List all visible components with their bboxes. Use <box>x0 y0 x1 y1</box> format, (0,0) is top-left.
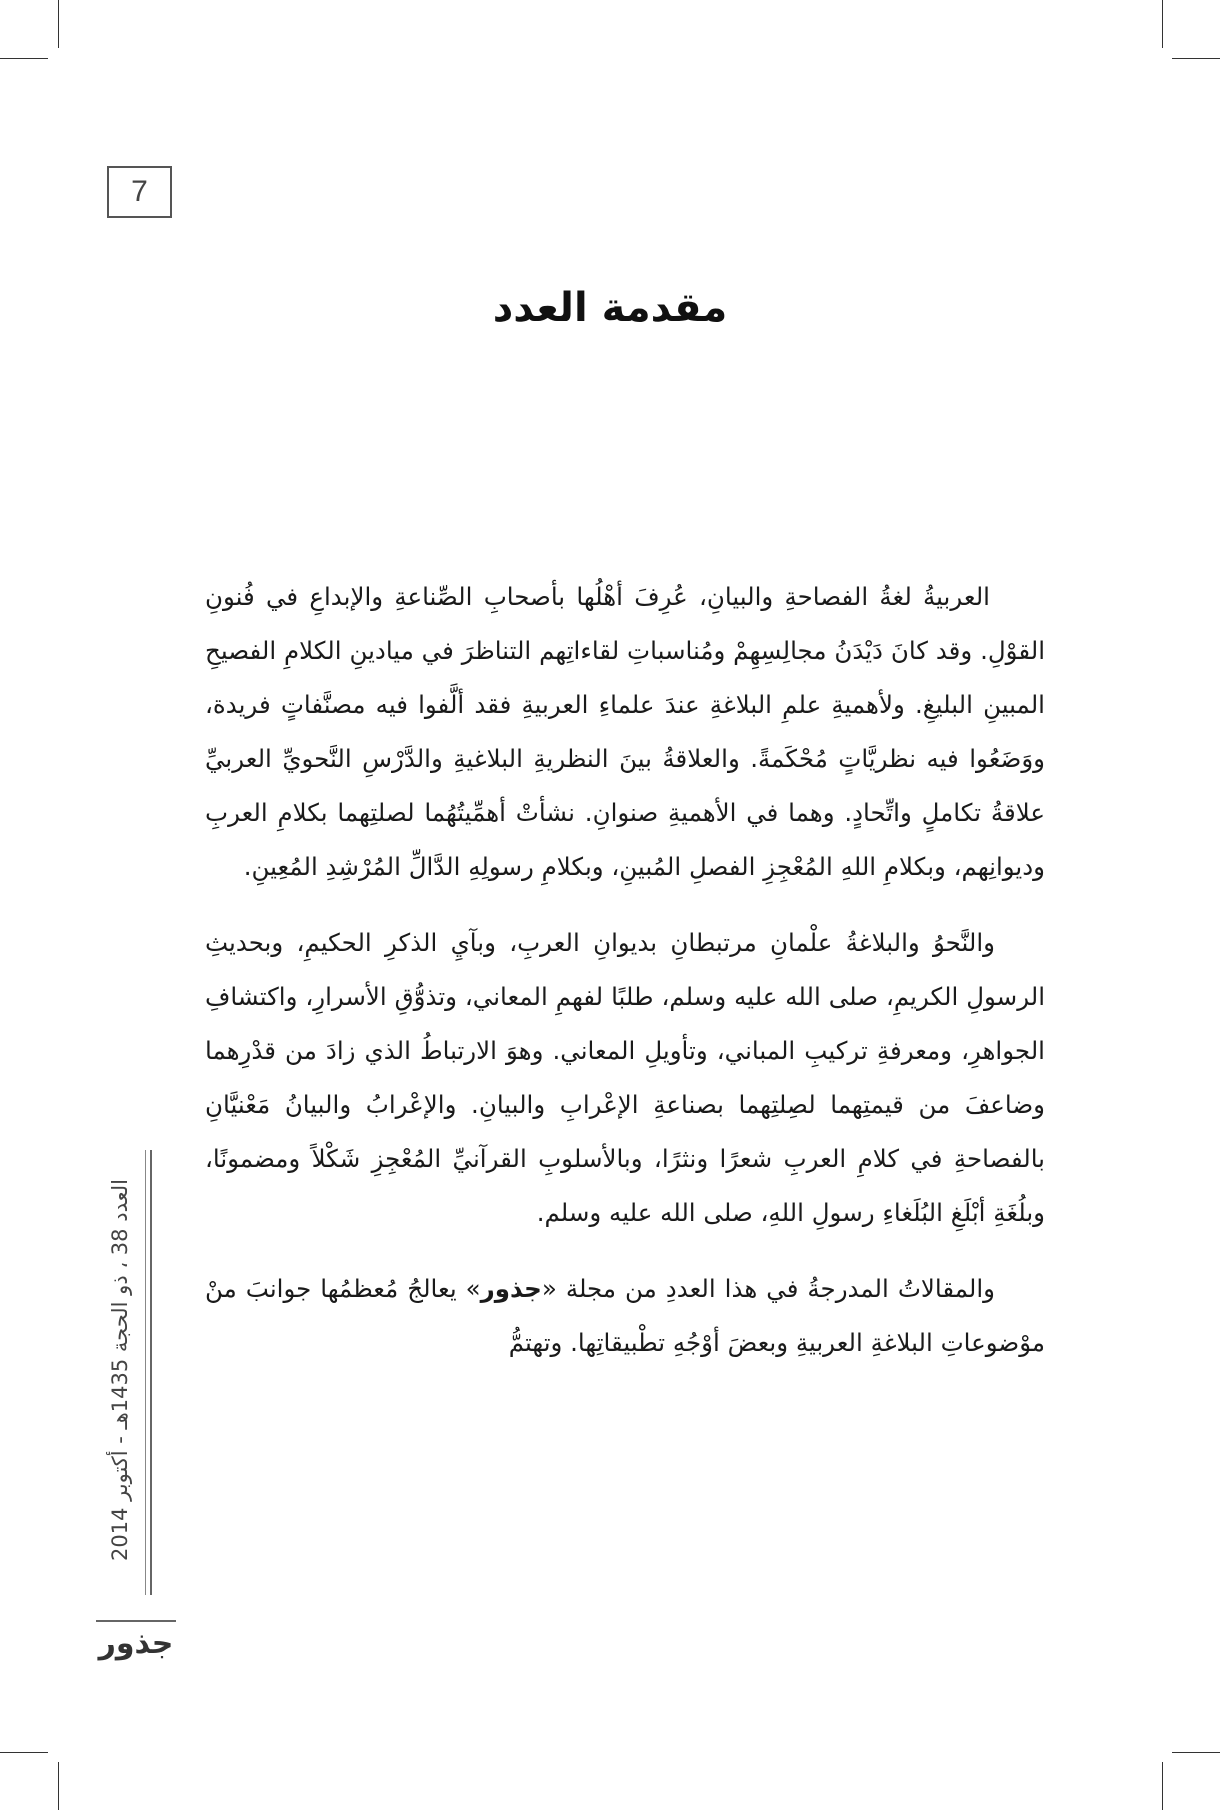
issue-info: العدد 38 ، ذو الحجة 1435هـ - أكتوبر 2014 <box>108 1179 132 1561</box>
crop-mark <box>58 0 59 48</box>
side-divider <box>145 1150 146 1595</box>
page-title: مقدمة العدد <box>492 285 728 331</box>
crop-mark <box>0 58 48 59</box>
crop-mark <box>0 1752 48 1753</box>
magazine-logo: جذور <box>96 1620 176 1661</box>
crop-mark <box>1162 0 1163 48</box>
paragraph: العربيةُ لغةُ الفصاحةِ والبيانِ، عُرِفَ أهْلُها بأصحابِ الصِّناعةِ والإبداعِ في فُنونِ القوْلِ. وقد كانَ دَيْدَنُ مجالِسِهِمْ ومُناسباتِ لقاءاتِهم التناظرَ في ميادينِ الكلامِ الفصيحِ المبينِ البليغِ. ولأهميةِ علمِ البلاغةِ عندَ علماءِ العربيةِ فقد ألَّفوا فيه مصنَّفاتٍ فريدة، ووَضَعُوا فيه نظريَّاتٍ مُحْكَمةً. والعلاقةُ بينَ النظريةِ البلاغيةِ والدَّرْسِ النَّحويِّ العربيِّ علاقةُ تكاملٍ واتِّحادٍ. وهما في الأهميةِ صنوانِ. نشأتْ أهمِّيتُهُما لصلتِهما بكلامِ العربِ وديوانِهم، وبكلامِ اللهِ المُعْجِزِ الفصلِ المُبينِ، وبكلامِ رسولِهِ الدَّالِّ المُرْشِدِ المُعِينِ. <box>205 582 1045 881</box>
article-body <box>205 570 1045 1392</box>
paragraph <box>205 1262 1045 1370</box>
side-divider <box>150 1150 152 1595</box>
paragraph-text: » يعالجُ مُعظمُها جوانبَ منْ موْضوعاتِ البلاغةِ العربيةِ وبعضَ أوْجُهِ تطْبيقاتِها. وتهتمُّ <box>205 1274 1045 1357</box>
magazine-name: جذور <box>480 1274 542 1303</box>
paragraph-text: والمقالاتُ المدرجةُ في هذا العددِ من مجلة « <box>541 1274 995 1303</box>
crop-mark <box>1162 1762 1163 1810</box>
paragraph: والنَّحوُ والبلاغةُ علْمانِ مرتبطانِ بديوانِ العربِ، وبآيِ الذكرِ الحكيمِ، وبحديثِ الرسولِ الكريمِ، صلى الله عليه وسلم، طلبًا لفهمِ المعاني، وتذوُّقِ الأسرارِ، واكتشافِ الجواهرِ، ومعرفةِ تركيبِ المباني، وتأويلِ المعاني. وهوَ الارتباطُ الذي زادَ من قدْرِهما وضاعفَ من قيمتِهما لصِلتِهما بصناعةِ الإعْرابِ والبيانِ. والإعْرابُ والبيانُ مَعْنيَّانِ بالفصاحةِ في كلامِ العربِ شعرًا ونثرًا، وبالأسلوبِ القرآنيِّ المُعْجِزِ شَكْلاً ومضمونًا، وبلُغَةِ أبْلَغِ البُلَغاءِ رسولِ اللهِ، صلى الله عليه وسلم. <box>205 928 1045 1227</box>
crop-mark <box>1172 1752 1220 1753</box>
page-number: 7 <box>107 166 172 218</box>
crop-mark <box>1172 58 1220 59</box>
crop-mark <box>58 1762 59 1810</box>
